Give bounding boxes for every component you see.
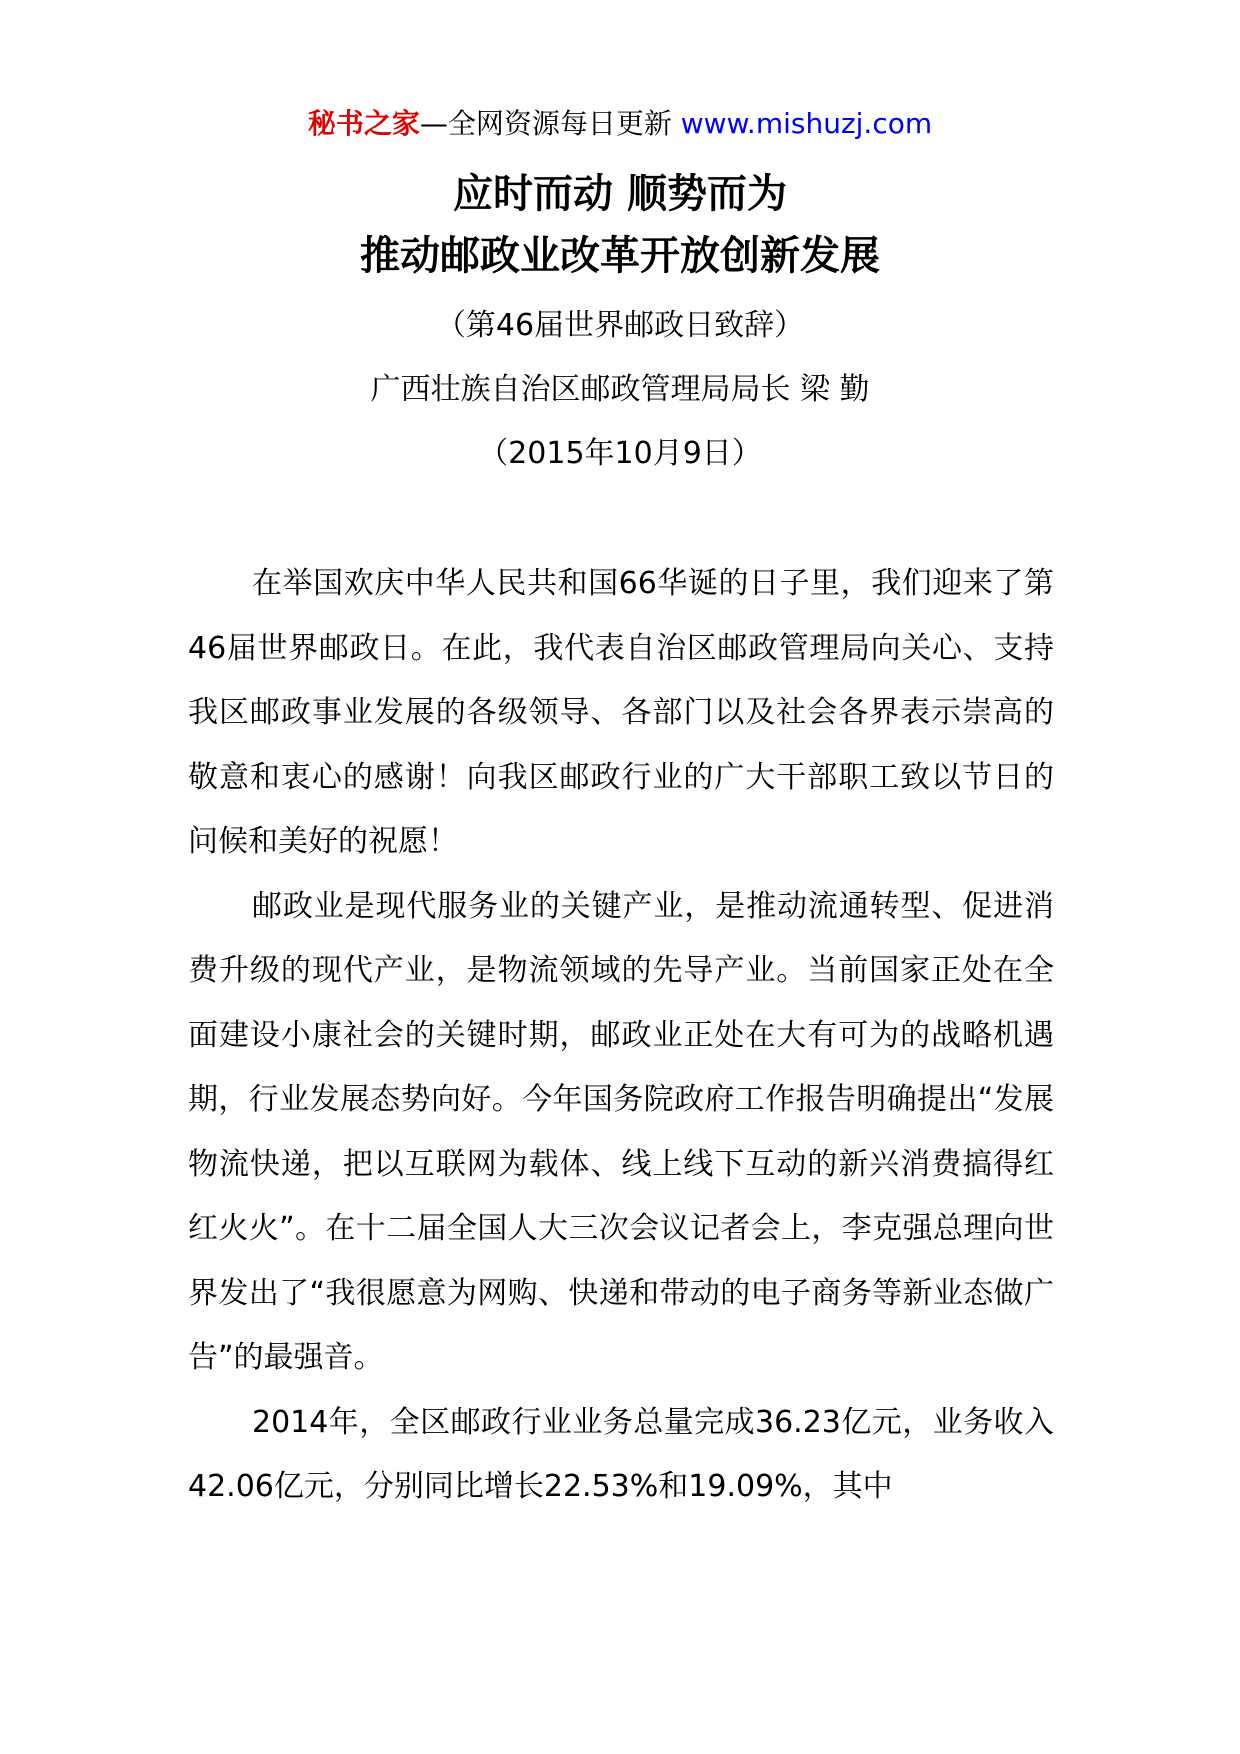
date-line: （2015年10月9日）	[478, 436, 762, 471]
document-title	[0, 163, 1240, 287]
brand-name: 秘书之家	[307, 107, 420, 140]
paragraph: 在举国欢庆中华人民共和国66华诞的日子里，我们迎来了第46届世界邮政日。在此，我代表自治区邮政管理局向关心、支持我区邮政事业发展的各级领导、各部门以及社会各界表示崇高的敬意和衷心的感谢！向我区邮政行业的广大干部职工致以节日的问候和美好的祝愿！	[188, 566, 1054, 859]
header-banner	[0, 100, 1240, 148]
paragraph: 2014年，全区邮政行业业务总量完成36.23亿元，业务收入42.06亿元，分别同比增长22.53%和19.09%，其中	[188, 1404, 1054, 1504]
title-line-2: 推动邮政业改革开放创新发展	[360, 233, 880, 279]
document-subtitle: （第46届世界邮政日致辞）	[435, 308, 805, 343]
author-line: 广西壮族自治区邮政管理局局长 梁 勤	[370, 372, 870, 407]
document-body	[188, 552, 1054, 1520]
website-link[interactable]: www.mishuzj.com	[680, 107, 933, 140]
document-meta	[0, 294, 1240, 486]
banner-tagline: —全网资源每日更新	[419, 107, 681, 140]
title-line-1: 应时而动 顺势而为	[453, 171, 787, 217]
paragraph: 邮政业是现代服务业的关键产业，是推动流通转型、促进消费升级的现代产业，是物流领域的先导产业。当前国家正处在全面建设小康社会的关键时期，邮政业正处在大有可为的战略机遇期，行业发展态势向好。今年国务院政府工作报告明确提出“发展物流快递，把以互联网为载体、线上线下互动的新兴消费搞得红红火火”。在十二届全国人大三次会议记者会上，李克强总理向世界发出了“我很愿意为网购、快递和带动的电子商务等新业态做广告”的最强音。	[188, 888, 1054, 1375]
